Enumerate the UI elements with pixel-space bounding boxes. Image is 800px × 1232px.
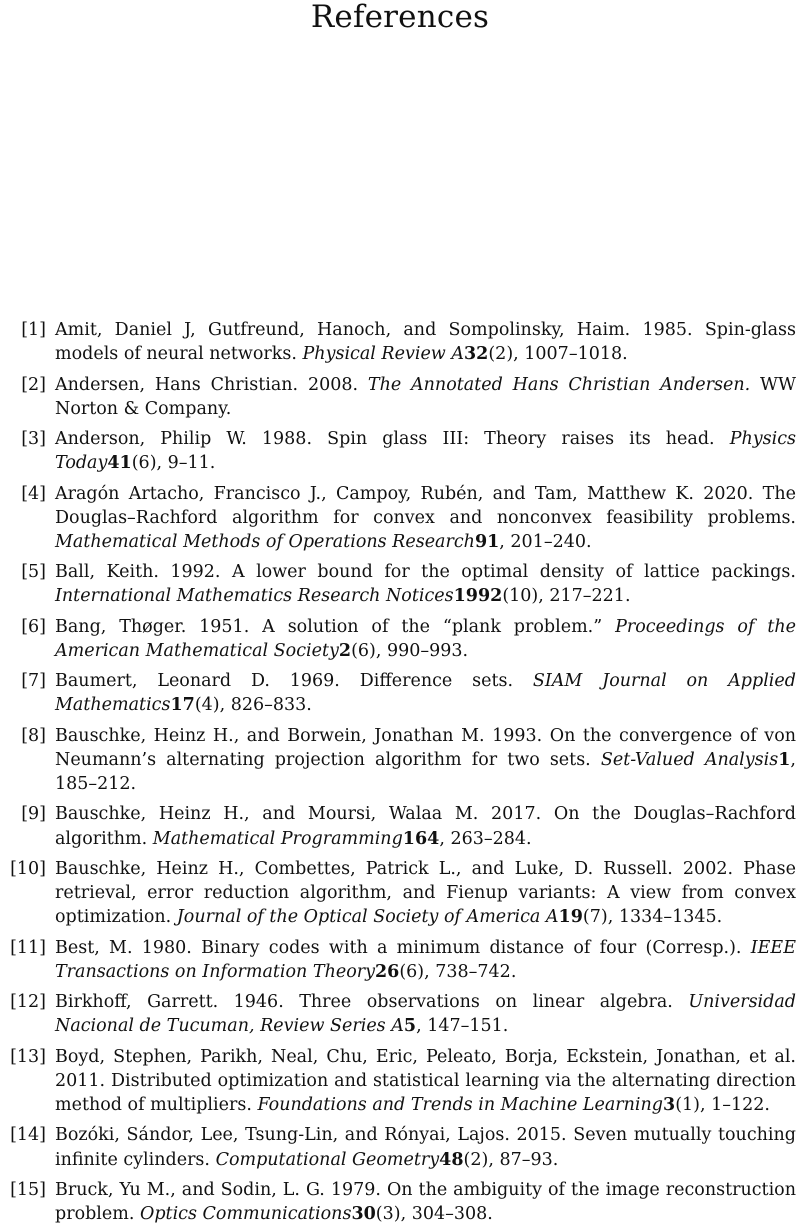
reference-title: On the ambiguity of the image reconstruction problem. bbox=[55, 1179, 796, 1225]
reference-item bbox=[8, 802, 800, 850]
reference-volume: 91 bbox=[474, 531, 500, 552]
reference-number: [7] bbox=[21, 671, 46, 692]
reference-text bbox=[46, 615, 800, 663]
reference-authors: Boyd, Stephen, Parikh, Neal, Chu, Eric, Peleato, Borja, Eckstein, Jonathan, et al. 2011. bbox=[55, 1046, 796, 1091]
reference-venue: Proceedings of the American Mathematical Society bbox=[55, 616, 796, 661]
reference-text bbox=[46, 1178, 800, 1226]
reference-authors: Bauschke, Heinz H., and Moursi, Walaa M. 2017. bbox=[55, 804, 542, 825]
reference-number: [11] bbox=[10, 937, 46, 958]
reference-number: [1] bbox=[21, 320, 46, 340]
reference-venue: IEEE Transactions on Information Theory bbox=[55, 937, 796, 982]
reference-text bbox=[46, 560, 800, 608]
reference-text bbox=[46, 857, 800, 930]
reference-number: [8] bbox=[21, 725, 46, 746]
reference-title: On the convergence of von Neumann’s alternating projection algorithm for two sets. bbox=[55, 725, 796, 770]
reference-authors: Bang, Thøger. 1951. bbox=[55, 616, 250, 637]
reference-item bbox=[8, 724, 800, 797]
reference-number: [9] bbox=[21, 804, 46, 825]
reference-text bbox=[46, 1045, 800, 1118]
reference-venue: SIAM Journal on Applied Mathematics bbox=[55, 671, 796, 716]
reference-pages: , 1–122. bbox=[699, 1095, 770, 1116]
reference-volume: 3 bbox=[663, 1095, 676, 1116]
reference-volume: 5 bbox=[403, 1016, 417, 1037]
reference-item bbox=[8, 318, 800, 366]
reference-volume: 1992 bbox=[453, 586, 503, 607]
reference-pages: , 185–212. bbox=[55, 749, 796, 795]
reference-authors: Bauschke, Heinz H., Combettes, Patrick L., and Luke, D. Russell. 2002. bbox=[55, 858, 734, 879]
reference-pages: , 201–240. bbox=[499, 531, 592, 552]
reference-number: [15] bbox=[10, 1179, 46, 1200]
reference-number: [3] bbox=[21, 429, 46, 449]
reference-venue: Physics Today bbox=[55, 429, 796, 474]
reference-pages: , 147–151. bbox=[416, 1016, 509, 1037]
reference-number: [14] bbox=[10, 1125, 46, 1146]
reference-venue: International Mathematics Research Notices bbox=[55, 586, 454, 607]
reference-volume: 41 bbox=[107, 453, 132, 474]
reference-venue: Universidad Nacional de Tucuman, Review Series A bbox=[55, 992, 796, 1037]
reference-title: A lower bound for the optimal density of lattice packings. bbox=[231, 562, 796, 583]
reference-title: Seven mutually touching infinite cylinders. bbox=[55, 1125, 796, 1170]
reference-text bbox=[46, 427, 800, 475]
reference-title: Spin-glass models of neural networks. bbox=[55, 320, 796, 365]
reference-item bbox=[8, 1045, 800, 1118]
reference-item bbox=[8, 427, 800, 475]
reference-pages: , 1007–1018. bbox=[513, 344, 628, 365]
reference-volume: 19 bbox=[558, 907, 583, 928]
reference-item bbox=[8, 936, 800, 984]
reference-authors: Best, M. 1980. bbox=[55, 937, 192, 958]
reference-venue: Set-Valued Analysis bbox=[600, 749, 779, 770]
reference-authors: Baumert, Leonard D. 1969. bbox=[55, 671, 340, 692]
reference-issue: (6) bbox=[351, 640, 376, 661]
reference-title: Spin glass III: Theory raises its head. bbox=[327, 429, 715, 449]
reference-pages: , 263–284. bbox=[439, 828, 532, 849]
reference-item bbox=[8, 1178, 800, 1226]
reference-volume: 164 bbox=[402, 828, 440, 849]
reference-pages: , 304–308. bbox=[400, 1204, 493, 1225]
reference-authors: Amit, Daniel J, Gutfreund, Hanoch, and Sompolinsky, Haim. 1985. bbox=[55, 320, 693, 340]
reference-issue: (6) bbox=[399, 961, 425, 982]
reference-item bbox=[8, 669, 800, 717]
reference-pages: , 1334–1345. bbox=[607, 907, 723, 928]
reference-issue: (2) bbox=[488, 344, 514, 365]
reference-authors: Bozóki, Sándor, Lee, Tsung-Lin, and Rónyai, Lajos. 2015. bbox=[55, 1125, 567, 1146]
reference-volume: 17 bbox=[170, 695, 195, 716]
reference-text bbox=[46, 802, 800, 850]
reference-authors: Aragón Artacho, Francisco J., Campoy, Rubén, and Tam, Matthew K. 2020. bbox=[55, 483, 754, 504]
reference-title: Difference sets. bbox=[359, 671, 514, 692]
reference-pages: WW Norton & Company. bbox=[55, 374, 796, 419]
reference-title: Three observations on linear algebra. bbox=[299, 992, 673, 1013]
reference-volume: 26 bbox=[374, 961, 400, 982]
reference-volume: 32 bbox=[464, 344, 489, 365]
reference-number: [12] bbox=[10, 992, 46, 1013]
reference-volume: 1 bbox=[778, 749, 791, 770]
reference-number: [13] bbox=[10, 1046, 46, 1067]
reference-pages: , 738–742. bbox=[424, 961, 517, 982]
reference-number: [4] bbox=[21, 483, 46, 504]
reference-item bbox=[8, 857, 800, 930]
reference-pages: , 217–221. bbox=[538, 586, 631, 607]
reference-venue: Optics Communications bbox=[140, 1204, 352, 1225]
reference-volume: 30 bbox=[351, 1204, 376, 1225]
reference-item bbox=[8, 560, 800, 608]
reference-text bbox=[46, 669, 800, 717]
reference-authors: Anderson, Philip W. 1988. bbox=[55, 429, 313, 449]
reference-pages: , 87–93. bbox=[488, 1149, 559, 1170]
reference-venue: The Annotated Hans Christian Andersen. bbox=[367, 374, 751, 395]
reference-venue: Foundations and Trends in Machine Learning bbox=[257, 1095, 663, 1116]
reference-number: [5] bbox=[21, 562, 46, 583]
reference-text bbox=[46, 482, 800, 555]
reference-text bbox=[46, 724, 800, 797]
reference-authors: Bruck, Yu M., and Sodin, L. G. 1979. bbox=[55, 1179, 381, 1200]
reference-venue: Mathematical Methods of Operations Research bbox=[55, 531, 475, 552]
reference-issue: (3) bbox=[375, 1204, 401, 1225]
reference-authors: Birkhoff, Garrett. 1946. bbox=[55, 992, 284, 1013]
reference-venue: Physical Review A bbox=[302, 344, 464, 365]
reference-issue: (2) bbox=[463, 1149, 489, 1170]
reference-issue: (1) bbox=[675, 1095, 700, 1116]
reference-title: A solution of the “plank problem.” bbox=[262, 616, 603, 637]
reference-volume: 48 bbox=[439, 1149, 464, 1170]
reference-venue: Mathematical Programming bbox=[152, 828, 403, 849]
reference-venue: Computational Geometry bbox=[215, 1149, 440, 1170]
reference-volume: 2 bbox=[338, 640, 352, 661]
reference-text bbox=[46, 990, 800, 1038]
reference-issue: (7) bbox=[582, 907, 608, 928]
reference-title: On the Douglas–Rachford algorithm. bbox=[55, 804, 796, 849]
reference-item bbox=[8, 990, 800, 1038]
reference-list bbox=[8, 318, 800, 1232]
reference-text bbox=[46, 936, 800, 984]
reference-title: Distributed optimization and statistical learning via the alternating direction method of multipliers. bbox=[55, 1070, 796, 1116]
reference-venue: Journal of the Optical Society of America A bbox=[176, 907, 559, 928]
reference-number: [2] bbox=[21, 374, 46, 395]
reference-issue: (6) bbox=[131, 453, 157, 474]
reference-text bbox=[46, 1123, 800, 1171]
reference-number: [6] bbox=[21, 616, 46, 637]
reference-text bbox=[46, 373, 800, 421]
reference-item bbox=[8, 1123, 800, 1171]
reference-item bbox=[8, 615, 800, 663]
reference-authors: Ball, Keith. 1992. bbox=[55, 562, 221, 583]
reference-number: [10] bbox=[10, 858, 46, 879]
reference-title: Binary codes with a minimum distance of four (Corresp.). bbox=[201, 937, 742, 958]
reference-title: The Douglas–Rachford algorithm for convex and nonconvex feasibility problems. bbox=[55, 483, 796, 528]
reference-authors: Andersen, Hans Christian. 2008. bbox=[55, 374, 359, 395]
reference-issue: (4) bbox=[194, 695, 220, 716]
reference-authors: Bauschke, Heinz H., and Borwein, Jonathan M. 1993. bbox=[55, 725, 543, 746]
reference-item bbox=[8, 482, 800, 555]
reference-pages: , 990–993. bbox=[375, 640, 469, 661]
reference-pages: , 9–11. bbox=[156, 453, 216, 474]
reference-pages: , 826–833. bbox=[219, 695, 312, 716]
reference-title: Phase retrieval, error reduction algorithm, and Fienup variants: A view from convex optimization. bbox=[55, 858, 796, 928]
reference-issue: (10) bbox=[502, 586, 539, 607]
reference-item bbox=[8, 373, 800, 421]
page-title: References bbox=[310, 0, 490, 35]
reference-text bbox=[46, 318, 800, 366]
